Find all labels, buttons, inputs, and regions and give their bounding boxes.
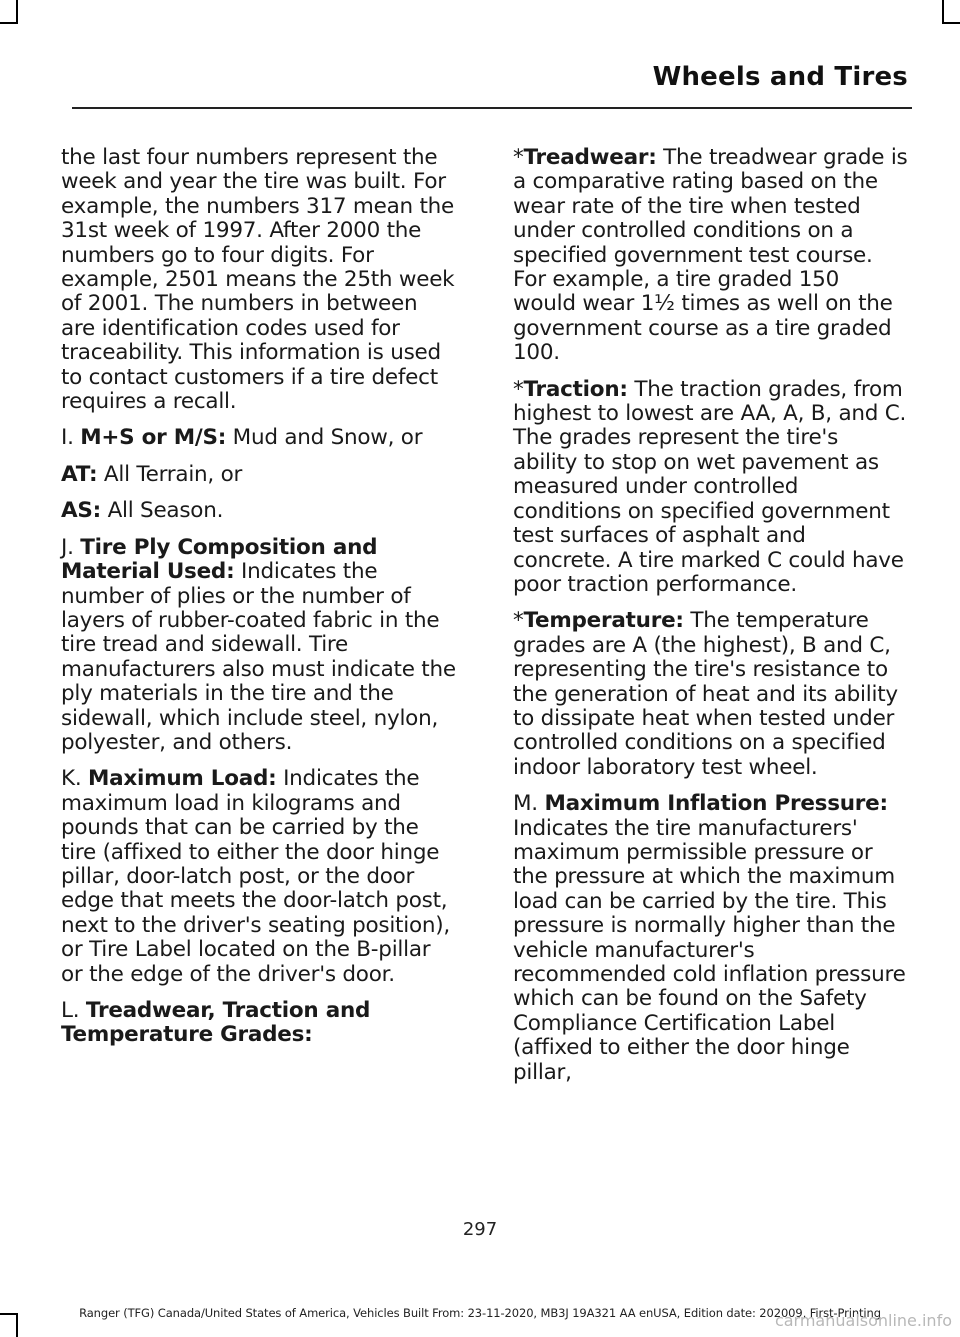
paragraph: AT: All Terrain, or [61,461,243,487]
crop-mark-top-left [0,22,18,24]
paragraph: M. Maximum Inflation Pressure: Indicates the tire manufacturers' maximum permissible pressure or the pressure at which the maximum load can be carried by the tire. This pressure is normally higher than the vehicle manufacturer's recommended cold inflation pressure which can be found on the Safety Compliance Certification Label (affixed to either the door hinge pillar, [513,791,906,1085]
crop-mark-top-left [16,0,18,22]
paragraph: the last four numbers represent the week and year the tire was built. For example, the numbers 317 mean the 31st week of 1997. After 2000 the numbers go to four digits. For example, 2501 means the 25th week of 2001. The numbers in between are identification codes used for traceability. This information is used to contact customers if a tire defect requires a recall. [61,145,455,415]
paragraph: *Traction: The traction grades, from highest to lowest are AA, A, B, and C. The grades represent the tire's ability to stop on wet pavement as measured under controlled conditions on specified government test surfaces of asphalt and concrete. A tire marked C could have poor traction performance. [513,376,907,597]
paragraph: *Treadwear: The treadwear grade is a comparative rating based on the wear rate of the tire when tested under controlled conditions on a specified government test course. For example, a tire graded 150 would wear 1½ times as well on the government course as a tire graded 100. [513,145,908,366]
paragraph: I. M+S or M/S: Mud and Snow, or [61,425,423,451]
header-divider [72,107,912,109]
left-column [61,146,456,1060]
paragraph: *Temperature: The temperature grades are A (the highest), B and C, representing the tire's resistance to the generation of heat and its ability to dissipate heat when tested under controlled conditions on a specified indoor laboratory test wheel. [513,608,898,780]
paragraph: J. Tire Ply Composition and Material Used: Indicates the number of plies or the number of layers of rubber-coated fabric in the tire tread and sidewall. Tire manufacturers also must indicate the ply materials in the tire and the sidewall, which include steel, nylon, polyester, and others. [61,534,456,755]
right-column [513,146,908,1097]
page-header-title: Wheels and Tires [652,62,908,92]
crop-mark-top-right [942,0,944,22]
footer-text: Ranger (TFG) Canada/United States of America, Vehicles Built From: 23-11-2020, MB3J 19A321 AA enUSA, Edition date: 202009, First-Printing [79,1306,881,1320]
crop-mark-top-right [942,22,960,24]
paragraph: AS: All Season. [61,498,224,524]
watermark: carmanualsonline.info [774,1311,952,1330]
paragraph: K. Maximum Load: Indicates the maximum load in kilograms and pounds that can be carried by the tire (affixed to either the door hinge pillar, door-latch post, or the door edge that meets the door-latch post, next to the driver's seating position), or Tire Label located on the B-pillar or the edge of the driver's door. [61,766,450,987]
page-number: 297 [462,1219,498,1240]
paragraph: L. Treadwear, Traction and Temperature Grades: [61,998,371,1048]
